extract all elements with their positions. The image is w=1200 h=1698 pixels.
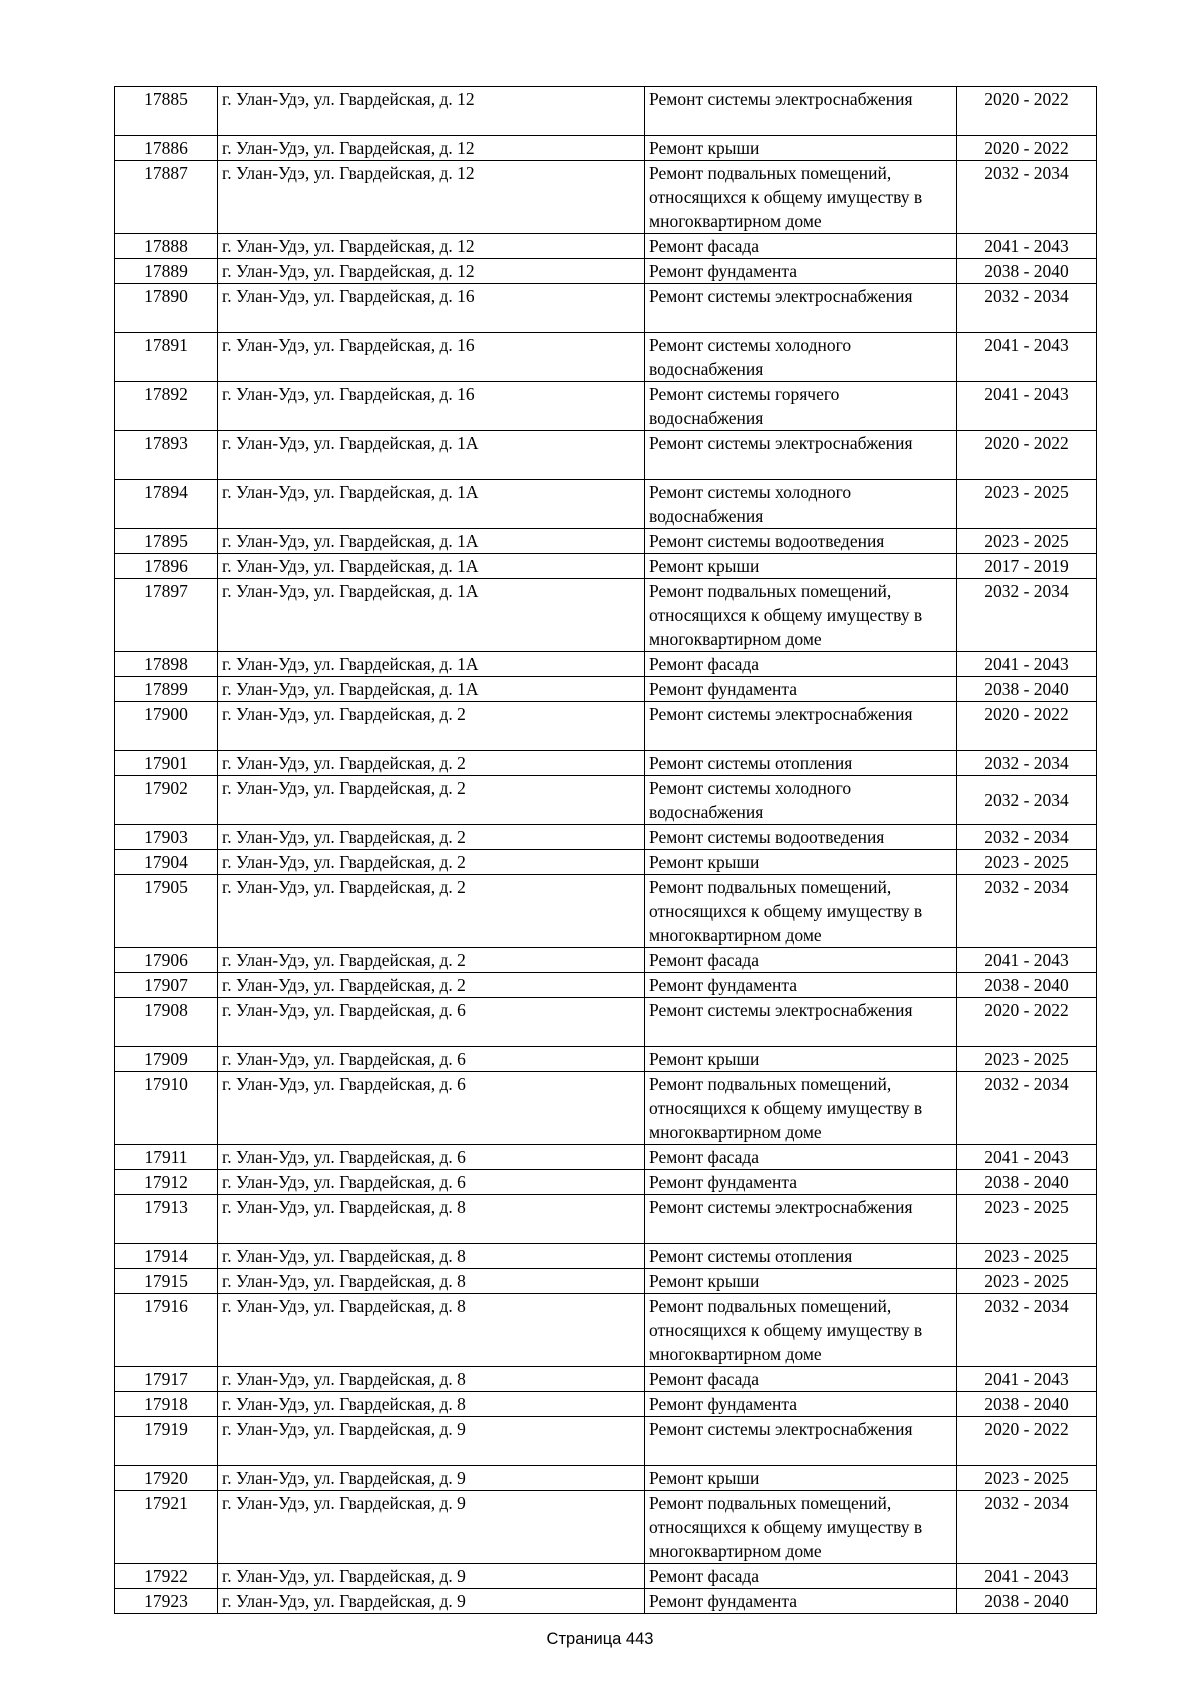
row-number-cell: 17898 [115, 652, 218, 677]
table-row [115, 1269, 1097, 1294]
row-number-cell: 17887 [115, 161, 218, 234]
row-number-cell: 17923 [115, 1589, 218, 1614]
table-body [115, 87, 1097, 1614]
address-cell: г. Улан-Удэ, ул. Гвардейская, д. 6 [218, 1145, 645, 1170]
row-number-cell: 17906 [115, 948, 218, 973]
row-number-cell: 17894 [115, 480, 218, 529]
period-cell: 2041 - 2043 [957, 1145, 1097, 1170]
address-cell: г. Улан-Удэ, ул. Гвардейская, д. 8 [218, 1195, 645, 1244]
table-row [115, 875, 1097, 948]
period-cell: 2041 - 2043 [957, 333, 1097, 382]
row-number-cell: 17920 [115, 1466, 218, 1491]
address-cell: г. Улан-Удэ, ул. Гвардейская, д. 12 [218, 87, 645, 136]
table-row [115, 480, 1097, 529]
table-row [115, 333, 1097, 382]
period-cell: 2023 - 2025 [957, 1047, 1097, 1072]
period-cell: 2032 - 2034 [957, 1072, 1097, 1145]
address-cell: г. Улан-Удэ, ул. Гвардейская, д. 9 [218, 1564, 645, 1589]
work-type-cell: Ремонт системы холодного водоснабжения [645, 480, 957, 529]
period-cell: 2032 - 2034 [957, 776, 1097, 825]
row-number-cell: 17905 [115, 875, 218, 948]
period-cell: 2041 - 2043 [957, 948, 1097, 973]
period-cell: 2038 - 2040 [957, 677, 1097, 702]
work-type-cell: Ремонт системы водоотведения [645, 529, 957, 554]
period-cell: 2017 - 2019 [957, 554, 1097, 579]
table-row [115, 529, 1097, 554]
period-cell: 2020 - 2022 [957, 702, 1097, 751]
table-row [115, 1047, 1097, 1072]
period-cell: 2038 - 2040 [957, 1589, 1097, 1614]
address-cell: г. Улан-Удэ, ул. Гвардейская, д. 6 [218, 1047, 645, 1072]
table-row [115, 1072, 1097, 1145]
table-row [115, 1466, 1097, 1491]
table-row [115, 1145, 1097, 1170]
table-row [115, 136, 1097, 161]
period-cell: 2020 - 2022 [957, 998, 1097, 1047]
row-number-cell: 17891 [115, 333, 218, 382]
table-row [115, 998, 1097, 1047]
address-cell: г. Улан-Удэ, ул. Гвардейская, д. 16 [218, 284, 645, 333]
table-row [115, 1244, 1097, 1269]
address-cell: г. Улан-Удэ, ул. Гвардейская, д. 12 [218, 259, 645, 284]
table-row [115, 579, 1097, 652]
row-number-cell: 17919 [115, 1417, 218, 1466]
address-cell: г. Улан-Удэ, ул. Гвардейская, д. 9 [218, 1589, 645, 1614]
table-row [115, 1589, 1097, 1614]
table-row [115, 1491, 1097, 1564]
row-number-cell: 17886 [115, 136, 218, 161]
period-cell: 2032 - 2034 [957, 825, 1097, 850]
table-row [115, 702, 1097, 751]
address-cell: г. Улан-Удэ, ул. Гвардейская, д. 2 [218, 776, 645, 825]
address-cell: г. Улан-Удэ, ул. Гвардейская, д. 16 [218, 333, 645, 382]
period-cell: 2032 - 2034 [957, 751, 1097, 776]
row-number-cell: 17918 [115, 1392, 218, 1417]
address-cell: г. Улан-Удэ, ул. Гвардейская, д. 12 [218, 161, 645, 234]
row-number-cell: 17913 [115, 1195, 218, 1244]
row-number-cell: 17917 [115, 1367, 218, 1392]
row-number-cell: 17904 [115, 850, 218, 875]
address-cell: г. Улан-Удэ, ул. Гвардейская, д. 1А [218, 652, 645, 677]
period-cell: 2032 - 2034 [957, 161, 1097, 234]
work-type-cell: Ремонт фундамента [645, 1170, 957, 1195]
address-cell: г. Улан-Удэ, ул. Гвардейская, д. 2 [218, 751, 645, 776]
work-type-cell: Ремонт крыши [645, 1269, 957, 1294]
period-cell: 2020 - 2022 [957, 136, 1097, 161]
table-row [115, 1392, 1097, 1417]
table-row [115, 850, 1097, 875]
work-type-cell: Ремонт системы электроснабжения [645, 431, 957, 480]
address-cell: г. Улан-Удэ, ул. Гвардейская, д. 6 [218, 998, 645, 1047]
work-type-cell: Ремонт системы холодного водоснабжения [645, 333, 957, 382]
address-cell: г. Улан-Удэ, ул. Гвардейская, д. 16 [218, 382, 645, 431]
work-type-cell: Ремонт крыши [645, 1466, 957, 1491]
work-type-cell: Ремонт фасада [645, 948, 957, 973]
address-cell: г. Улан-Удэ, ул. Гвардейская, д. 1А [218, 431, 645, 480]
work-type-cell: Ремонт системы электроснабжения [645, 702, 957, 751]
address-cell: г. Улан-Удэ, ул. Гвардейская, д. 1А [218, 579, 645, 652]
table-row [115, 1367, 1097, 1392]
address-cell: г. Улан-Удэ, ул. Гвардейская, д. 1А [218, 677, 645, 702]
table-row [115, 973, 1097, 998]
address-cell: г. Улан-Удэ, ул. Гвардейская, д. 12 [218, 234, 645, 259]
work-type-cell: Ремонт системы электроснабжения [645, 284, 957, 333]
row-number-cell: 17885 [115, 87, 218, 136]
work-type-cell: Ремонт фундамента [645, 677, 957, 702]
row-number-cell: 17903 [115, 825, 218, 850]
row-number-cell: 17896 [115, 554, 218, 579]
work-type-cell: Ремонт подвальных помещений, относящихся к общему имуществу в многоквартирном доме [645, 875, 957, 948]
period-cell: 2020 - 2022 [957, 87, 1097, 136]
period-cell: 2023 - 2025 [957, 480, 1097, 529]
period-cell: 2032 - 2034 [957, 284, 1097, 333]
table-row [115, 382, 1097, 431]
work-type-cell: Ремонт фасада [645, 1145, 957, 1170]
work-type-cell: Ремонт крыши [645, 136, 957, 161]
work-type-cell: Ремонт подвальных помещений, относящихся к общему имуществу в многоквартирном доме [645, 1072, 957, 1145]
period-cell: 2023 - 2025 [957, 1269, 1097, 1294]
table-row [115, 1195, 1097, 1244]
address-cell: г. Улан-Удэ, ул. Гвардейская, д. 2 [218, 875, 645, 948]
row-number-cell: 17922 [115, 1564, 218, 1589]
address-cell: г. Улан-Удэ, ул. Гвардейская, д. 1А [218, 529, 645, 554]
row-number-cell: 17902 [115, 776, 218, 825]
table-row [115, 1417, 1097, 1466]
table-row [115, 825, 1097, 850]
work-type-cell: Ремонт системы электроснабжения [645, 998, 957, 1047]
address-cell: г. Улан-Удэ, ул. Гвардейская, д. 8 [218, 1367, 645, 1392]
address-cell: г. Улан-Удэ, ул. Гвардейская, д. 2 [218, 702, 645, 751]
period-cell: 2023 - 2025 [957, 850, 1097, 875]
table-row [115, 259, 1097, 284]
period-cell: 2038 - 2040 [957, 259, 1097, 284]
work-type-cell: Ремонт подвальных помещений, относящихся к общему имуществу в многоквартирном доме [645, 579, 957, 652]
row-number-cell: 17895 [115, 529, 218, 554]
table-row [115, 161, 1097, 234]
work-type-cell: Ремонт крыши [645, 850, 957, 875]
address-cell: г. Улан-Удэ, ул. Гвардейская, д. 6 [218, 1170, 645, 1195]
period-cell: 2038 - 2040 [957, 973, 1097, 998]
work-type-cell: Ремонт фундамента [645, 973, 957, 998]
period-cell: 2020 - 2022 [957, 1417, 1097, 1466]
table-row [115, 554, 1097, 579]
period-cell: 2023 - 2025 [957, 1244, 1097, 1269]
period-cell: 2020 - 2022 [957, 431, 1097, 480]
work-type-cell: Ремонт системы электроснабжения [645, 1195, 957, 1244]
row-number-cell: 17900 [115, 702, 218, 751]
row-number-cell: 17916 [115, 1294, 218, 1367]
row-number-cell: 17909 [115, 1047, 218, 1072]
table-row [115, 776, 1097, 825]
period-cell: 2023 - 2025 [957, 529, 1097, 554]
work-schedule-table [114, 86, 1097, 1614]
row-number-cell: 17914 [115, 1244, 218, 1269]
work-type-cell: Ремонт фасада [645, 1367, 957, 1392]
work-type-cell: Ремонт фундамента [645, 1589, 957, 1614]
table-row [115, 751, 1097, 776]
period-cell: 2041 - 2043 [957, 382, 1097, 431]
row-number-cell: 17908 [115, 998, 218, 1047]
row-number-cell: 17901 [115, 751, 218, 776]
work-type-cell: Ремонт системы отопления [645, 1244, 957, 1269]
table-row [115, 87, 1097, 136]
work-type-cell: Ремонт подвальных помещений, относящихся к общему имуществу в многоквартирном доме [645, 1294, 957, 1367]
table-row [115, 677, 1097, 702]
table-row [115, 234, 1097, 259]
table-row [115, 1294, 1097, 1367]
work-type-cell: Ремонт системы электроснабжения [645, 1417, 957, 1466]
period-cell: 2032 - 2034 [957, 875, 1097, 948]
address-cell: г. Улан-Удэ, ул. Гвардейская, д. 2 [218, 850, 645, 875]
row-number-cell: 17921 [115, 1491, 218, 1564]
table-row [115, 652, 1097, 677]
address-cell: г. Улан-Удэ, ул. Гвардейская, д. 2 [218, 948, 645, 973]
address-cell: г. Улан-Удэ, ул. Гвардейская, д. 9 [218, 1417, 645, 1466]
period-cell: 2041 - 2043 [957, 1564, 1097, 1589]
address-cell: г. Улан-Удэ, ул. Гвардейская, д. 9 [218, 1466, 645, 1491]
address-cell: г. Улан-Удэ, ул. Гвардейская, д. 8 [218, 1244, 645, 1269]
period-cell: 2032 - 2034 [957, 1491, 1097, 1564]
work-type-cell: Ремонт фундамента [645, 1392, 957, 1417]
address-cell: г. Улан-Удэ, ул. Гвардейская, д. 8 [218, 1269, 645, 1294]
work-type-cell: Ремонт подвальных помещений, относящихся к общему имуществу в многоквартирном доме [645, 161, 957, 234]
row-number-cell: 17897 [115, 579, 218, 652]
row-number-cell: 17889 [115, 259, 218, 284]
row-number-cell: 17915 [115, 1269, 218, 1294]
address-cell: г. Улан-Удэ, ул. Гвардейская, д. 2 [218, 825, 645, 850]
work-type-cell: Ремонт фасада [645, 1564, 957, 1589]
work-type-cell: Ремонт крыши [645, 1047, 957, 1072]
work-type-cell: Ремонт фундамента [645, 259, 957, 284]
address-cell: г. Улан-Удэ, ул. Гвардейская, д. 1А [218, 480, 645, 529]
period-cell: 2032 - 2034 [957, 1294, 1097, 1367]
address-cell: г. Улан-Удэ, ул. Гвардейская, д. 12 [218, 136, 645, 161]
period-cell: 2023 - 2025 [957, 1195, 1097, 1244]
work-type-cell: Ремонт системы отопления [645, 751, 957, 776]
row-number-cell: 17890 [115, 284, 218, 333]
period-cell: 2041 - 2043 [957, 1367, 1097, 1392]
table-row [115, 284, 1097, 333]
period-cell: 2038 - 2040 [957, 1170, 1097, 1195]
address-cell: г. Улан-Удэ, ул. Гвардейская, д. 2 [218, 973, 645, 998]
work-type-cell: Ремонт системы холодного водоснабжения [645, 776, 957, 825]
table-row [115, 431, 1097, 480]
table-row [115, 1170, 1097, 1195]
work-type-cell: Ремонт системы электроснабжения [645, 87, 957, 136]
address-cell: г. Улан-Удэ, ул. Гвардейская, д. 9 [218, 1491, 645, 1564]
row-number-cell: 17907 [115, 973, 218, 998]
work-type-cell: Ремонт фасада [645, 652, 957, 677]
row-number-cell: 17912 [115, 1170, 218, 1195]
row-number-cell: 17899 [115, 677, 218, 702]
period-cell: 2041 - 2043 [957, 652, 1097, 677]
period-cell: 2032 - 2034 [957, 579, 1097, 652]
row-number-cell: 17910 [115, 1072, 218, 1145]
work-type-cell: Ремонт подвальных помещений, относящихся к общему имуществу в многоквартирном доме [645, 1491, 957, 1564]
period-cell: 2038 - 2040 [957, 1392, 1097, 1417]
row-number-cell: 17911 [115, 1145, 218, 1170]
period-cell: 2023 - 2025 [957, 1466, 1097, 1491]
table-row [115, 948, 1097, 973]
work-type-cell: Ремонт системы водоотведения [645, 825, 957, 850]
address-cell: г. Улан-Удэ, ул. Гвардейская, д. 6 [218, 1072, 645, 1145]
table-row [115, 1564, 1097, 1589]
row-number-cell: 17888 [115, 234, 218, 259]
address-cell: г. Улан-Удэ, ул. Гвардейская, д. 8 [218, 1392, 645, 1417]
row-number-cell: 17892 [115, 382, 218, 431]
work-type-cell: Ремонт фасада [645, 234, 957, 259]
page-number: Страница 443 [546, 1630, 654, 1648]
work-type-cell: Ремонт крыши [645, 554, 957, 579]
row-number-cell: 17893 [115, 431, 218, 480]
period-cell: 2041 - 2043 [957, 234, 1097, 259]
work-type-cell: Ремонт системы горячего водоснабжения [645, 382, 957, 431]
address-cell: г. Улан-Удэ, ул. Гвардейская, д. 8 [218, 1294, 645, 1367]
address-cell: г. Улан-Удэ, ул. Гвардейская, д. 1А [218, 554, 645, 579]
